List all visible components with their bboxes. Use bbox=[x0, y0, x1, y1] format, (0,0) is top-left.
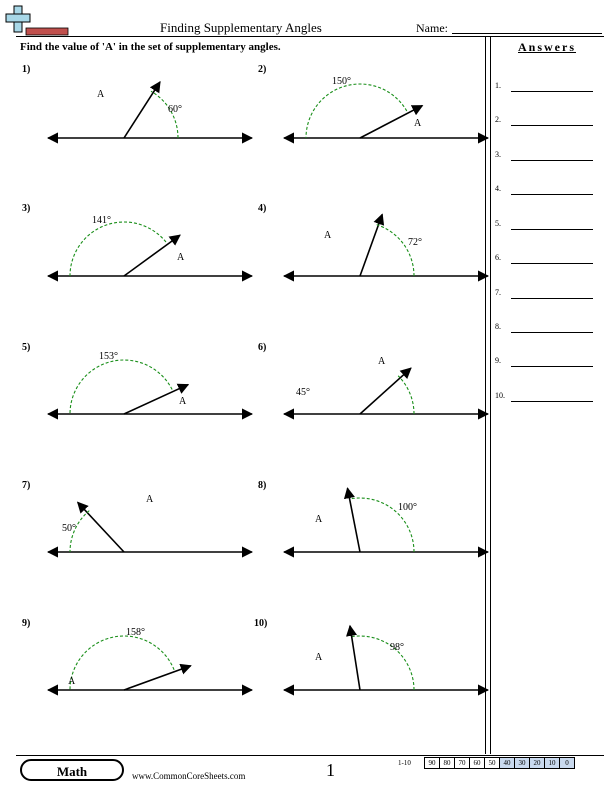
angle-diagram bbox=[48, 494, 252, 552]
angle-ray bbox=[360, 106, 422, 138]
given-angle-label: 45° bbox=[296, 387, 310, 398]
unknown-angle-label: A bbox=[68, 676, 76, 687]
worksheet-title: Finding Supplementary Angles bbox=[160, 20, 322, 35]
angle-arc bbox=[70, 222, 166, 276]
given-angle-label: 72° bbox=[408, 237, 422, 248]
given-angle-label: 153° bbox=[99, 351, 118, 362]
diagram-layer bbox=[48, 76, 488, 690]
problem-number: 8) bbox=[258, 480, 267, 491]
footer-rule bbox=[16, 755, 604, 756]
problem-number: 1) bbox=[22, 64, 31, 75]
score-cell: 30 bbox=[515, 758, 530, 769]
given-angle-label: 100° bbox=[398, 502, 417, 513]
problem-number: 2) bbox=[258, 64, 267, 75]
name-label: Name: bbox=[416, 21, 448, 35]
answer-number: 6. bbox=[495, 253, 501, 262]
score-cell: 50 bbox=[485, 758, 500, 769]
angle-ray bbox=[124, 235, 180, 276]
score-cell: 40 bbox=[500, 758, 515, 769]
problem-number: 5) bbox=[22, 342, 31, 353]
score-cell: 60 bbox=[470, 758, 485, 769]
unknown-angle-label: A bbox=[177, 252, 185, 263]
angle-ray bbox=[360, 214, 382, 276]
problem-number: 10) bbox=[254, 618, 268, 629]
problem-number: 3) bbox=[22, 203, 31, 214]
angle-diagram bbox=[284, 626, 488, 690]
angle-arc bbox=[352, 636, 414, 690]
answer-number: 2. bbox=[495, 115, 501, 124]
score-table bbox=[424, 757, 575, 769]
angle-arc bbox=[306, 84, 407, 138]
angle-arc bbox=[377, 225, 414, 276]
score-cell: 90 bbox=[425, 758, 440, 769]
unknown-angle-label: A bbox=[324, 230, 332, 241]
angle-ray bbox=[350, 626, 360, 690]
score-range: 1-10 bbox=[398, 759, 411, 767]
problem-number: 6) bbox=[258, 342, 267, 353]
instructions: Find the value of 'A' in the set of supplementary angles. bbox=[20, 41, 281, 53]
answer-number: 1. bbox=[495, 81, 501, 90]
answer-number: 9. bbox=[495, 356, 501, 365]
given-angle-label: 150° bbox=[332, 76, 351, 87]
angle-arc bbox=[70, 360, 172, 414]
angle-diagram bbox=[284, 488, 488, 552]
angle-diagram bbox=[48, 82, 252, 138]
given-angle-label: 158° bbox=[126, 627, 145, 638]
angle-arc bbox=[70, 636, 174, 690]
score-cell: 0 bbox=[560, 758, 575, 769]
answer-number: 4. bbox=[495, 184, 501, 193]
unknown-angle-label: A bbox=[414, 118, 422, 129]
website-link[interactable]: www.CommonCoreSheets.com bbox=[132, 771, 246, 781]
given-angle-label: 60° bbox=[168, 104, 182, 115]
answer-number: 5. bbox=[495, 219, 501, 228]
problem-number: 9) bbox=[22, 618, 31, 629]
angle-ray bbox=[124, 82, 160, 138]
angle-diagram bbox=[48, 627, 252, 690]
given-angle-label: 50° bbox=[62, 523, 76, 534]
problem-number: 4) bbox=[258, 203, 267, 214]
angle-diagram bbox=[284, 214, 488, 276]
subject-badge: Math bbox=[20, 759, 124, 781]
angle-diagram bbox=[284, 76, 488, 138]
angle-ray bbox=[124, 666, 191, 690]
score-cell: 80 bbox=[440, 758, 455, 769]
answer-number: 10. bbox=[495, 391, 505, 400]
given-angle-label: 141° bbox=[92, 215, 111, 226]
answer-number: 7. bbox=[495, 288, 501, 297]
angle-diagram bbox=[284, 356, 488, 414]
unknown-angle-label: A bbox=[315, 514, 323, 525]
angle-diagram bbox=[48, 215, 252, 276]
answer-number: 3. bbox=[495, 150, 501, 159]
problem-number: 7) bbox=[22, 480, 31, 491]
unknown-angle-label: A bbox=[315, 652, 323, 663]
given-angle-label: 98° bbox=[390, 642, 404, 653]
angle-arc bbox=[398, 376, 414, 414]
answers-title: Answers bbox=[518, 40, 576, 54]
score-cell: 20 bbox=[530, 758, 545, 769]
score-cell: 10 bbox=[545, 758, 560, 769]
angle-ray bbox=[78, 502, 124, 552]
score-cell: 70 bbox=[455, 758, 470, 769]
unknown-angle-label: A bbox=[97, 89, 105, 100]
unknown-angle-label: A bbox=[146, 494, 154, 505]
unknown-angle-label: A bbox=[378, 356, 386, 367]
angle-ray bbox=[360, 368, 411, 414]
page-number: 1 bbox=[326, 760, 335, 780]
unknown-angle-label: A bbox=[179, 396, 187, 407]
answer-number: 8. bbox=[495, 322, 501, 331]
angle-diagram bbox=[48, 351, 252, 414]
